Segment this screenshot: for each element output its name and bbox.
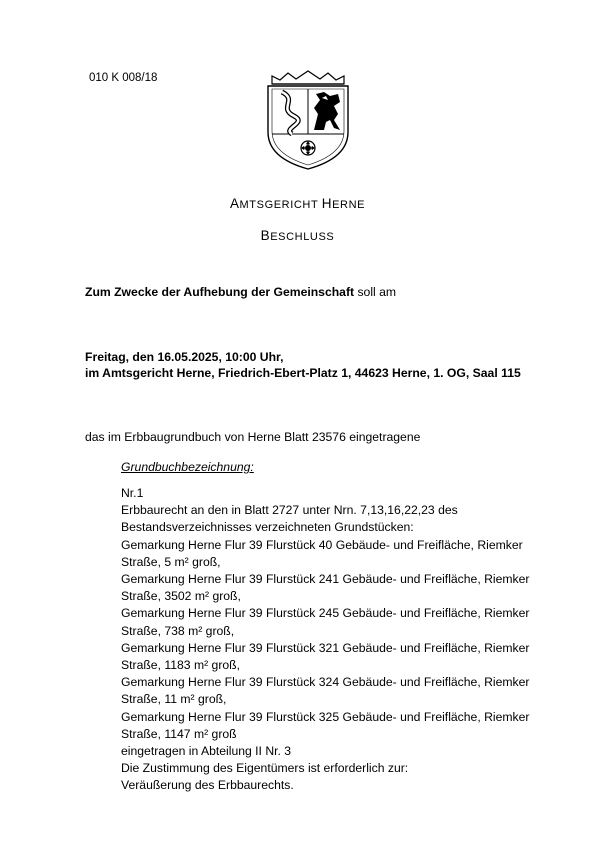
intro-paragraph: Zum Zwecke der Aufhebung der Gemeinschaft soll am [85,285,397,299]
property-intro: das im Erbbaugrundbuch von Herne Blatt 23576 eingetragene [85,430,421,444]
appointment-date: Freitag, den 16.05.2025, 10:00 Uhr, [85,350,284,364]
nrw-coat-of-arms-icon [264,70,352,170]
grundbuch-line: eingetragen in Abteilung II Nr. 3 [121,744,292,759]
grundbuch-line: Straße, 5 m² groß, [121,554,221,569]
document-title: BESCHLUSS [260,228,335,243]
grundbuch-line: Veräußerung des Erbbaurechts. [121,778,294,793]
appointment-location: im Amtsgericht Herne, Friedrich-Ebert-Platz 1, 44623 Herne, 1. OG, Saal 115 [85,366,521,380]
grundbuch-line: Straße, 1147 m² groß [121,726,237,741]
grundbuch-line: Gemarkung Herne Flur 39 Flurstück 325 Gebäude- und Freifläche, Riemker [121,709,530,724]
grundbuch-line: Straße, 3502 m² groß, [121,589,241,604]
grundbuch-line: Gemarkung Herne Flur 39 Flurstück 324 Gebäude- und Freifläche, Riemker [121,675,530,690]
grundbuch-description [121,485,529,795]
grundbuch-line: Nr.1 [121,486,144,500]
grundbuch-line: Gemarkung Herne Flur 39 Flurstück 241 Gebäude- und Freifläche, Riemker [121,572,530,587]
grundbuch-line: Gemarkung Herne Flur 39 Flurstück 321 Gebäude- und Freifläche, Riemker [121,640,530,655]
grundbuch-line: Straße, 1183 m² groß, [121,658,240,673]
grundbuch-heading: Grundbuchbezeichnung: [121,460,254,474]
grundbuch-line: Bestandsverzeichnisses verzeichneten Grundstücken: [121,520,414,535]
file-number: 010 K 008/18 [89,72,158,84]
grundbuch-line: Straße, 11 m² groß, [121,692,227,707]
court-name: AMTSGERICHT HERNE [229,196,366,211]
grundbuch-line: Die Zustimmung des Eigentümers ist erforderlich zur: [121,761,409,776]
grundbuch-line: Gemarkung Herne Flur 39 Flurstück 245 Gebäude- und Freifläche, Riemker [121,606,530,621]
grundbuch-line: Straße, 738 m² groß, [121,623,235,638]
grundbuch-line: Erbbaurecht an den in Blatt 2727 unter Nrn. 7,13,16,22,23 des [121,503,458,518]
grundbuch-line: Gemarkung Herne Flur 39 Flurstück 40 Gebäude- und Freifläche, Riemker [121,537,523,552]
